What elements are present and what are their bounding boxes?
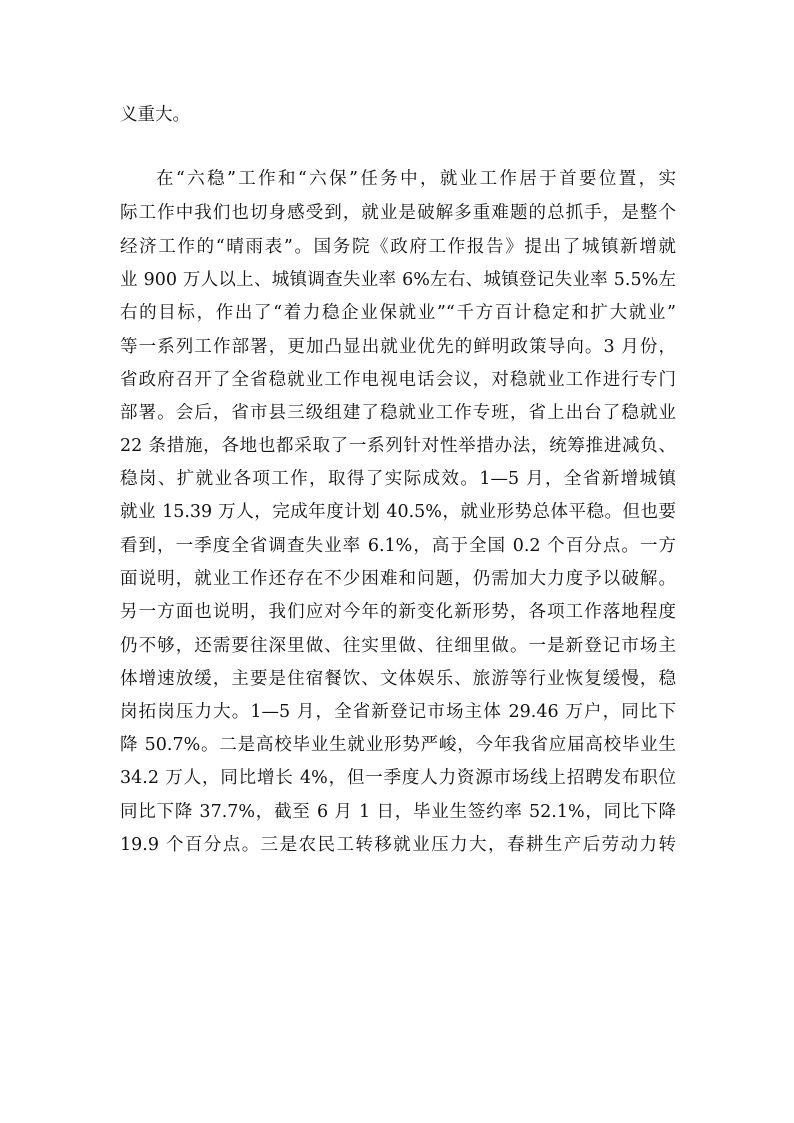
text-line: 在“六稳”工作和“六保”任务中，就业工作居于首要位置，实 [156,169,676,189]
text-line: 另一方面也说明，我们应对今年的新变化新形势，各项工作落地程度 [120,602,676,622]
text-line: 19.9 个百分点。三是农民工转移就业压力大，春耕生产后劳动力转 [120,835,676,855]
text-line: 际工作中我们也切身感受到，就业是破解多重难题的总抓手，是整个 [120,203,676,223]
text-line: 降 50.7%。二是高校毕业生就业形势严峻，今年我省应届高校毕业生 [120,735,676,755]
text-line: 经济工作的“晴雨表”。国务院《政府工作报告》提出了城镇新增就 [120,237,676,257]
text-line: 看到，一季度全省调查失业率 6.1%，高于全国 0.2 个百分点。一方 [120,536,676,556]
text-line: 面说明，就业工作还存在不少困难和问题，仍需加大力度予以破解。 [120,569,676,589]
text-line: 仍不够，还需要往深里做、往实里做、往细里做。一是新登记市场主 [120,636,676,656]
text-line: 义重大。 [120,105,190,125]
text-line: 22 条措施，各地也都采取了一系列针对性举措办法，统筹推进减负、 [120,436,676,456]
text-line: 岗拓岗压力大。1—5 月，全省新登记市场主体 29.46 万户，同比下 [120,702,676,722]
text-line: 34.2 万人，同比增长 4%，但一季度人力资源市场线上招聘发布职位 [120,768,676,788]
text-line: 同比下降 37.7%，截至 6 月 1 日，毕业生签约率 52.1%，同比下降 [120,802,676,822]
text-line: 等一系列工作部署，更加凸显出就业优先的鲜明政策导向。3 月份， [120,337,676,357]
text-line: 省政府召开了全省稳就业工作电视电话会议，对稳就业工作进行专门 [120,370,676,390]
text-line: 就业 15.39 万人，完成年度计划 40.5%，就业形势总体平稳。但也要 [120,502,676,522]
text-line: 体增速放缓，主要是住宿餐饮、文体娱乐、旅游等行业恢复缓慢，稳 [120,669,676,689]
text-line: 稳岗、扩就业各项工作，取得了实际成效。1—5 月，全省新增城镇 [120,469,676,489]
text-line: 部署。会后，省市县三级组建了稳就业工作专班，省上出台了稳就业 [120,403,676,423]
text-line: 右的目标，作出了“着力稳企业保就业”“千方百计稳定和扩大就业” [120,303,676,323]
text-line: 业 900 万人以上、城镇调查失业率 6%左右、城镇登记失业率 5.5%左 [120,270,676,290]
